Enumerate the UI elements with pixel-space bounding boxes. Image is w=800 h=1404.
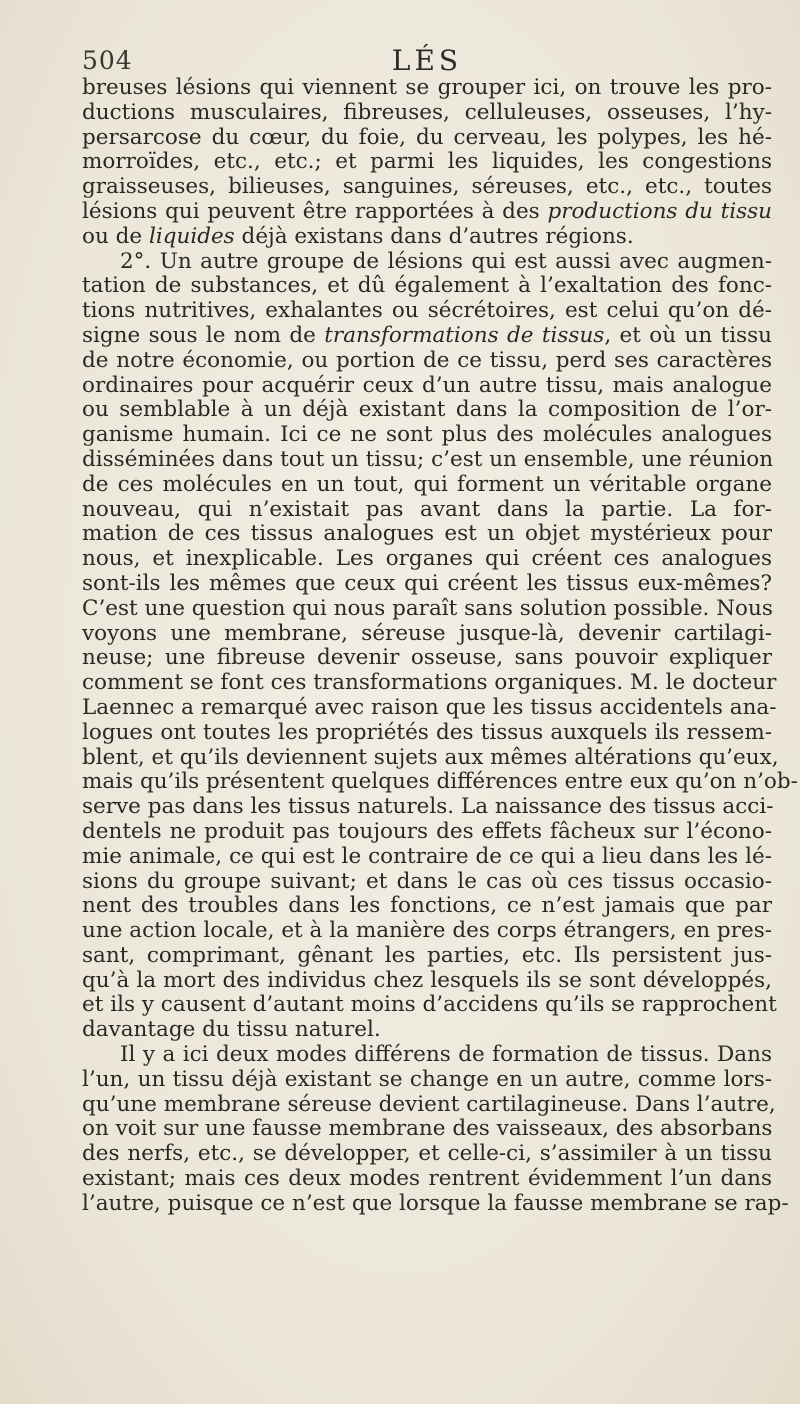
text-line-content: Laennec a remarqué avec raison que les tissus accidentels ana- — [82, 694, 777, 720]
text-line-content: davantage du tissu naturel. — [82, 1017, 381, 1043]
text-line-content: logues ont toutes les propriétés des tissus auxquels ils ressem- — [82, 719, 772, 745]
text-line-continuation: , et où un tissu — [604, 322, 772, 348]
text-line-content: sont-ils les mêmes que ceux qui créent les tissus eux-mêmes? — [82, 570, 772, 596]
text-line-content: breuses lésions qui viennent se grouper ici, on trouve les pro- — [82, 75, 772, 100]
text-line — [82, 1142, 772, 1167]
text-line — [82, 944, 772, 969]
text-line-content: ou de — [82, 223, 149, 249]
text-line — [82, 150, 772, 175]
text-line-content: nous, et inexplicable. Les organes qui créent ces analogues — [82, 546, 772, 572]
text-line — [82, 769, 798, 795]
text-line — [82, 572, 772, 597]
text-line-content: de notre économie, ou portion de ce tissu, perd ses caractères — [82, 347, 772, 373]
text-line-content: ordinaires pour acquérir ceux d’un autre tissu, mais analogue — [82, 372, 772, 398]
text-line-content: qu’à la mort des individus chez lesquels ils se sont développés, — [82, 967, 772, 993]
text-line-content: mation de ces tissus analogues est un objet mystérieux pour — [82, 521, 772, 547]
text-line — [82, 721, 772, 746]
italic-phrase: liquides — [148, 223, 235, 249]
text-line — [82, 820, 772, 845]
body-text — [82, 75, 798, 1217]
text-line — [82, 498, 772, 523]
text-line-content: l’un, un tissu déjà existant se change en un autre, comme lors- — [82, 1066, 772, 1092]
text-line — [82, 299, 772, 324]
text-line — [82, 1091, 776, 1118]
text-line-content: persarcose du cœur, du foie, du cerveau, les polypes, les hé- — [82, 124, 772, 150]
text-line — [82, 1117, 772, 1142]
text-line-content: graisseuses, bilieuses, sanguines, séreuses, etc., etc., toutes — [82, 174, 772, 200]
text-line — [82, 76, 772, 101]
text-line-content: lésions qui peuvent être rapportées à des — [82, 198, 548, 224]
text-line — [82, 349, 772, 374]
text-line-content: voyons une membrane, séreuse jusque-là, devenir cartilagi- — [82, 620, 772, 646]
text-line-content: ganisme humain. Ici ce ne sont plus des molécules analogues — [82, 422, 772, 448]
text-line-continuation: déjà existans dans d’autres régions. — [234, 223, 634, 249]
text-line-content: C’est une question qui nous paraît sans solution possible. Nous — [82, 595, 773, 621]
text-line — [82, 969, 772, 994]
text-line — [82, 175, 772, 200]
text-line — [82, 398, 772, 423]
text-line-content: tions nutritives, exhalantes ou sécrétoires, est celui qu’on dé- — [82, 298, 772, 324]
text-line-content: morroïdes, etc., etc.; et parmi les liquides, les congestions — [82, 149, 772, 175]
italic-phrase: transformations de tissus — [324, 322, 605, 348]
text-line-content: neuse; une fibreuse devenir osseuse, sans pouvoir expliquer — [82, 645, 772, 671]
text-line — [82, 870, 772, 895]
text-line-content: on voit sur une fausse membrane des vaisseaux, des absorbans — [82, 1116, 773, 1142]
text-line-content: de ces molécules en un tout, qui forment un véritable organe — [82, 471, 772, 497]
text-line — [82, 126, 772, 151]
text-line — [82, 448, 772, 473]
text-line — [82, 744, 779, 771]
text-line-content: nent des troubles dans les fonctions, ce n’est jamais que par — [82, 893, 772, 919]
text-line-content: serve pas dans les tissus naturels. La naissance des tissus acci- — [82, 794, 774, 820]
text-line — [82, 694, 777, 721]
text-line-content: existant; mais ces deux modes rentrent évidemment l’un dans — [82, 1166, 772, 1192]
text-line — [82, 374, 772, 399]
text-line — [82, 547, 772, 572]
text-line — [82, 795, 772, 820]
text-line — [82, 522, 772, 547]
text-line-content: des nerfs, etc., se développer, et celle-ci, s’assimiler à un tissu — [82, 1141, 772, 1167]
text-line-content: et ils y causent d’autant moins d’accidens qu’ils se rapprochent — [82, 992, 777, 1018]
text-line — [82, 1043, 772, 1068]
text-line — [82, 1018, 772, 1043]
running-head: LÉS — [391, 44, 463, 77]
text-line-content: blent, et qu’ils deviennent sujets aux mêmes altérations qu’eux, — [82, 744, 779, 770]
text-line — [82, 1068, 772, 1093]
text-line — [82, 473, 772, 498]
text-line — [82, 1167, 772, 1192]
text-line-content: signe sous le nom de — [82, 322, 325, 348]
text-line-content: mais qu’ils présentent quelques différences entre eux qu’on n’ob- — [82, 769, 798, 795]
text-line — [82, 894, 772, 919]
italic-phrase: productions du tissu — [547, 198, 772, 224]
text-line-content: dentels ne produit pas toujours des effets fâcheux sur l’écono- — [82, 818, 772, 844]
text-line — [82, 992, 777, 1018]
text-line — [82, 200, 772, 225]
text-line-content: ductions musculaires, fibreuses, celluleuses, osseuses, l’hy- — [82, 99, 772, 125]
text-line-content: Il y a ici deux modes différens de formation de tissus. Dans — [120, 1042, 772, 1068]
text-line-content: disséminées dans tout un tissu; c’est un ensemble, une réunion — [82, 446, 774, 472]
text-line — [82, 225, 772, 250]
text-line-content: qu’une membrane séreuse devient cartilagineuse. Dans l’autre, — [82, 1091, 776, 1117]
text-line — [82, 845, 772, 870]
text-line-content: l’autre, puisque ce n’est que lorsque la fausse membrane se rap- — [82, 1190, 789, 1216]
text-line-content: tation de substances, et dû également à l’exaltation des fonc- — [82, 273, 772, 299]
text-line-content: une action locale, et à la manière des corps étrangers, en pres- — [82, 918, 772, 944]
text-line — [82, 670, 777, 696]
text-line-content: nouveau, qui n’existait pas avant dans la partie. La for- — [82, 496, 772, 522]
text-line — [82, 597, 772, 622]
text-line-content: sions du groupe suivant; et dans le cas où ces tissus occasio- — [82, 868, 772, 894]
text-line-content: mie animale, ce qui est le contraire de ce qui a lieu dans les lé- — [82, 843, 772, 869]
page-number: 504 — [82, 46, 133, 75]
text-line-content: sant, comprimant, gênant les parties, etc. Ils persistent jus- — [82, 942, 772, 968]
text-line — [82, 622, 772, 647]
text-line — [82, 919, 772, 944]
text-line — [82, 1190, 789, 1217]
text-line-content: ou semblable à un déjà existant dans la composition de l’or- — [82, 397, 772, 423]
text-line — [82, 274, 772, 299]
text-line — [82, 423, 772, 448]
text-line-content: comment se font ces transformations organiques. M. le docteur — [82, 670, 777, 696]
text-line-content: 2°. Un autre groupe de lésions qui est aussi avec augmen- — [120, 248, 772, 274]
text-line — [82, 646, 772, 671]
text-line — [82, 101, 772, 126]
text-line — [82, 324, 772, 349]
text-line — [82, 250, 772, 275]
